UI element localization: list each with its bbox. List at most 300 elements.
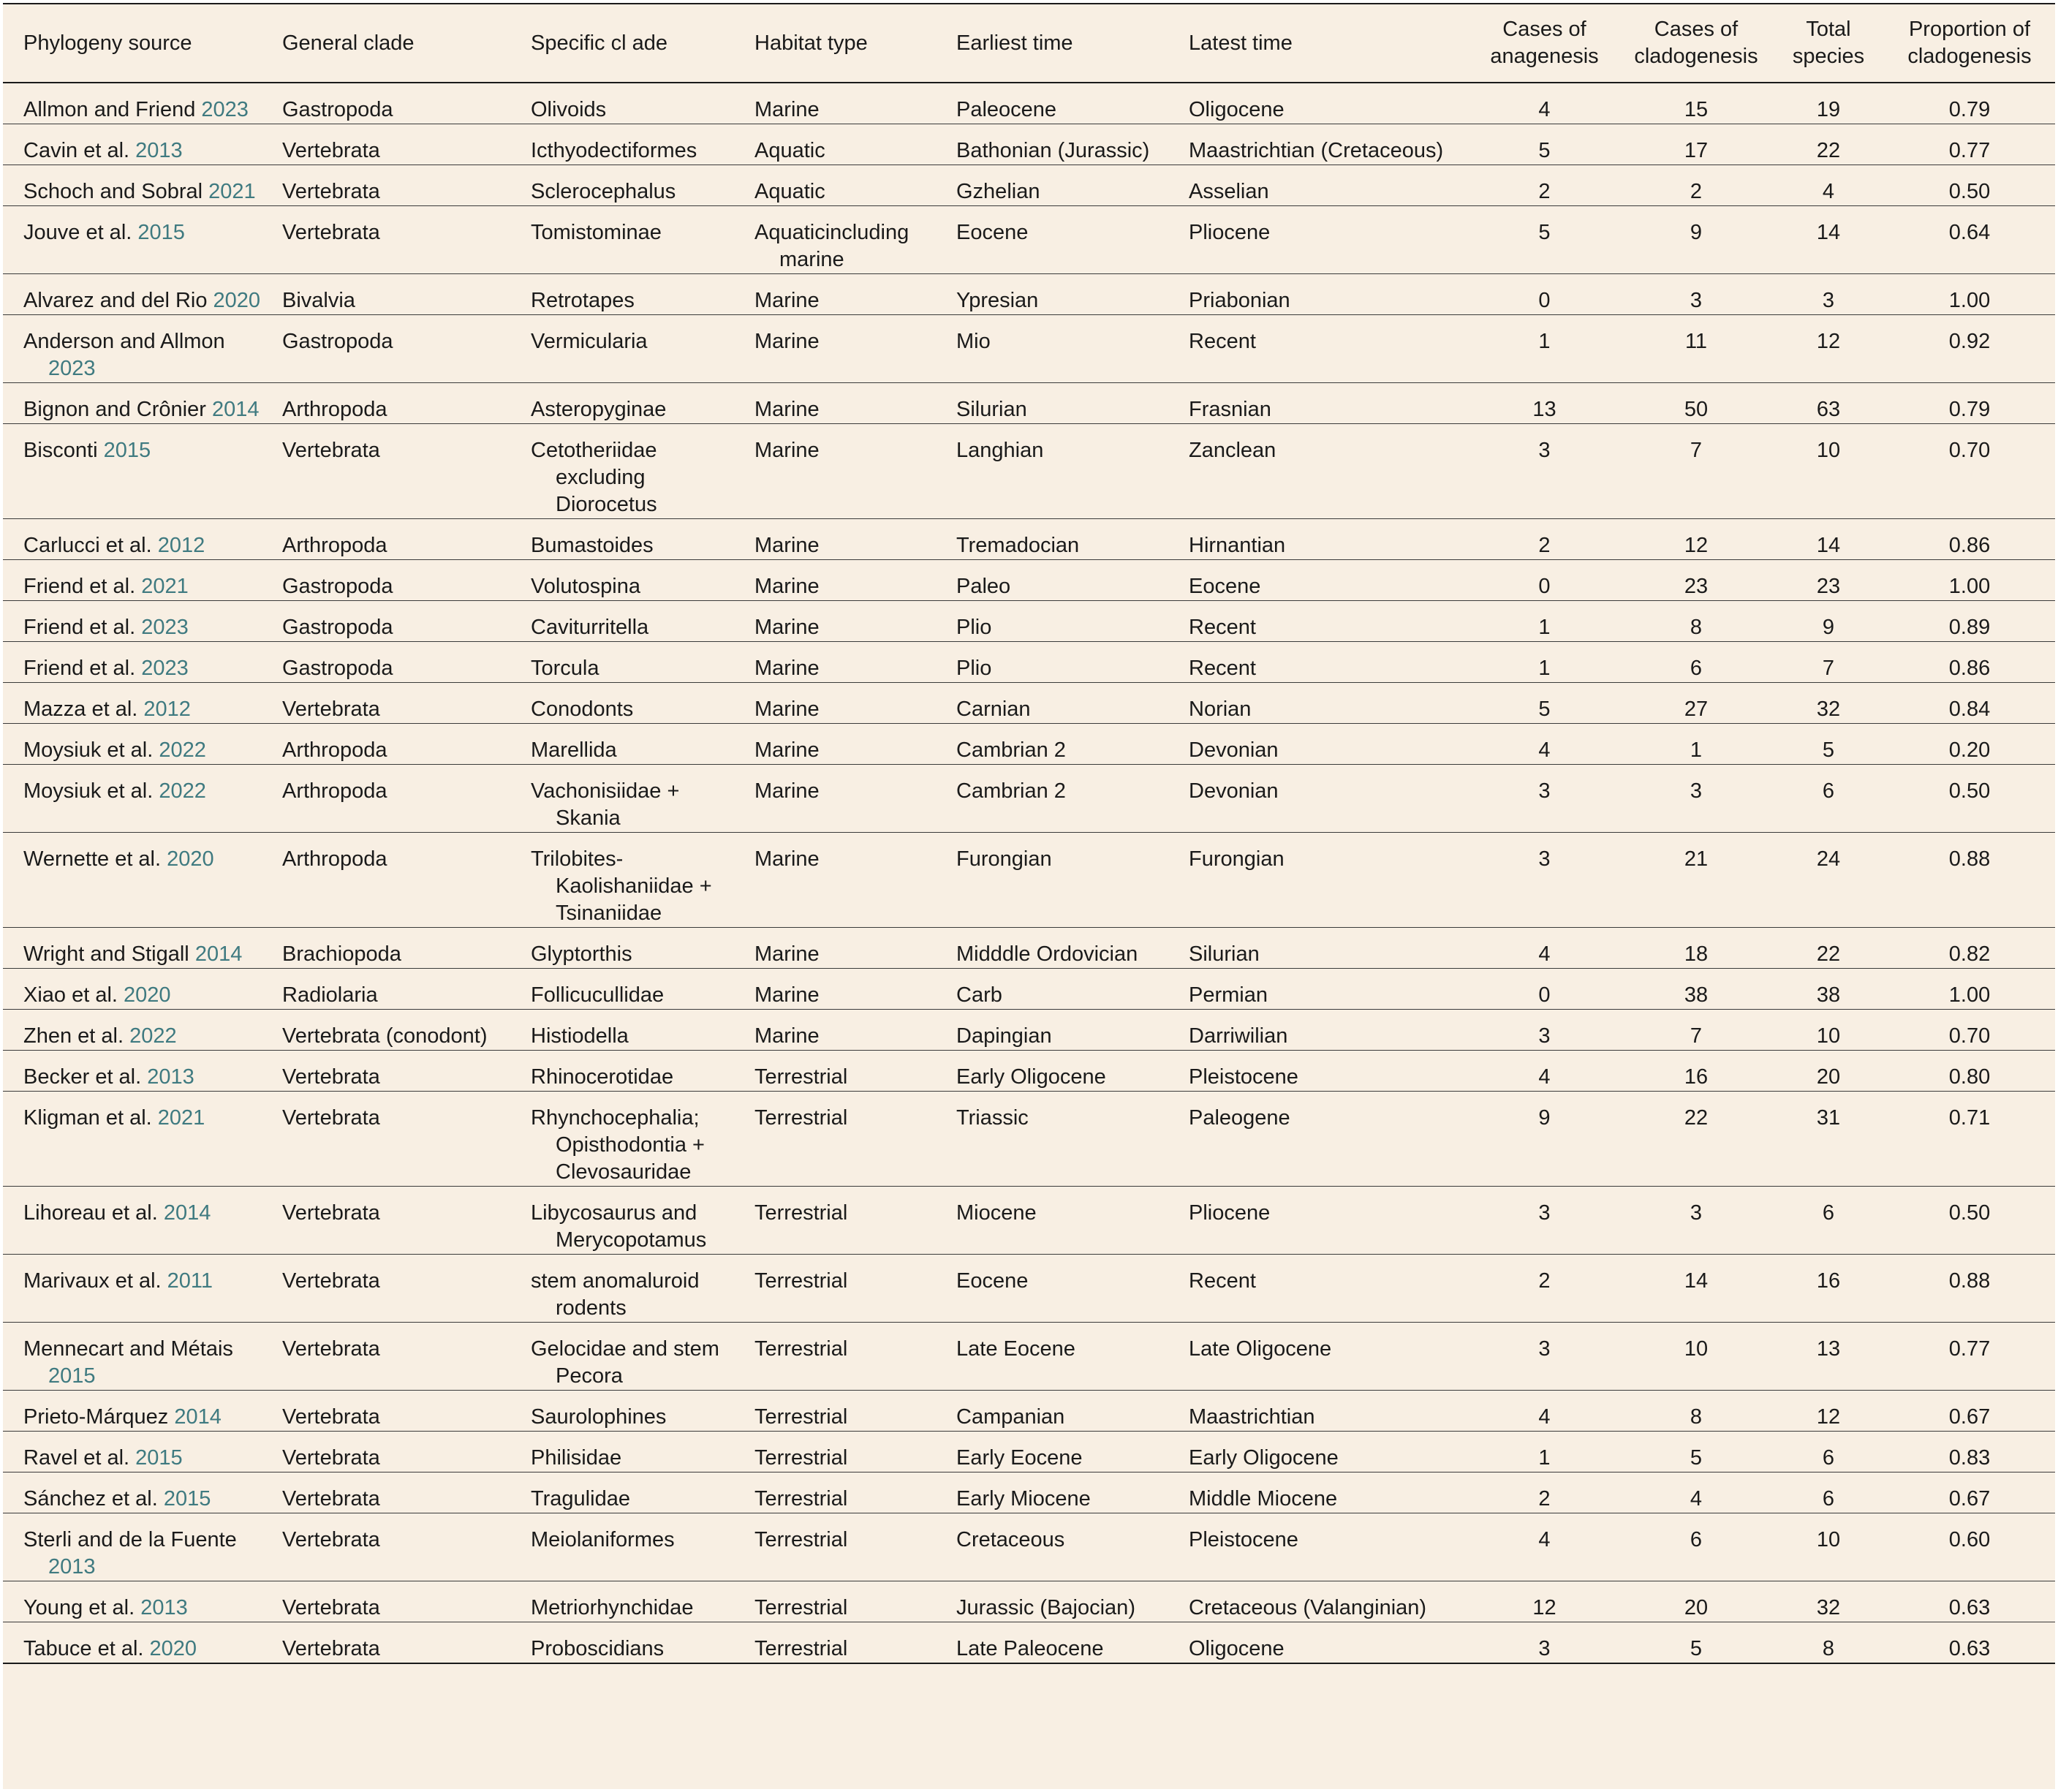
- header-cell: Cases of cladogenesis: [1619, 4, 1773, 83]
- total-species-cell: 22: [1773, 928, 1884, 969]
- habitat-type-cell-text: Marine: [754, 98, 820, 121]
- table-row: [3, 1092, 2055, 1187]
- source-citation: [23, 1445, 276, 1472]
- earliest-time-cell: Jurassic (Bajocian): [956, 1581, 1189, 1622]
- cladogenesis-cell: 11: [1619, 315, 1773, 383]
- phylogeny-source-cell: [3, 724, 282, 765]
- anagenesis-cell: 0: [1469, 560, 1619, 601]
- habitat-type-cell-text: Marine: [754, 289, 820, 312]
- source-authors: Sterli and de la Fuente: [23, 1528, 237, 1551]
- phylogeny-source-cell: [3, 83, 282, 124]
- source-authors: Tabuce et al.: [23, 1637, 144, 1660]
- proportion-cell: 0.63: [1884, 1622, 2055, 1664]
- phylogeny-source-cell: [3, 1051, 282, 1092]
- source-authors: Carlucci et al.: [23, 534, 152, 557]
- anagenesis-cell: 0: [1469, 274, 1619, 315]
- anagenesis-cell: 3: [1469, 424, 1619, 519]
- total-species-cell: 20: [1773, 1051, 1884, 1092]
- earliest-time-cell: Midddle Ordovician: [956, 928, 1189, 969]
- source-year-link[interactable]: 2014: [163, 1201, 211, 1225]
- specific-clade-cell-text: Retrotapes: [531, 289, 635, 312]
- anagenesis-cell: 3: [1469, 1010, 1619, 1051]
- phylogeny-source-cell: [3, 1432, 282, 1472]
- source-year-link[interactable]: 2011: [167, 1269, 213, 1293]
- earliest-time-cell: Furongian: [956, 833, 1189, 928]
- proportion-cell: 0.80: [1884, 1051, 2055, 1092]
- table-row: [3, 124, 2055, 165]
- anagenesis-cell: 5: [1469, 683, 1619, 724]
- header-cell: Total species: [1773, 4, 1884, 83]
- earliest-time-cell: Langhian: [956, 424, 1189, 519]
- anagenesis-cell: 1: [1469, 642, 1619, 683]
- specific-clade-cell: [531, 1513, 754, 1581]
- cladogenesis-cell: 20: [1619, 1581, 1773, 1622]
- header-cell: Specific cl ade: [531, 4, 754, 83]
- latest-time-cell: Late Oligocene: [1189, 1323, 1469, 1391]
- habitat-type-cell: [754, 1513, 956, 1581]
- source-year-link[interactable]: 2023: [48, 357, 96, 380]
- phylogeny-source-cell: [3, 601, 282, 642]
- total-species-cell: 16: [1773, 1255, 1884, 1323]
- proportion-cell: 1.00: [1884, 560, 2055, 601]
- phylogeny-source-cell: [3, 1391, 282, 1432]
- table-row: [3, 1513, 2055, 1581]
- anagenesis-cell: 4: [1469, 1513, 1619, 1581]
- header-cell: Cases of anagenesis: [1469, 4, 1619, 83]
- habitat-type-cell: [754, 1391, 956, 1432]
- latest-time-cell: Maastrichtian (Cretaceous): [1189, 124, 1469, 165]
- table-row: [3, 1010, 2055, 1051]
- source-year-link[interactable]: 2012: [157, 534, 205, 557]
- cladogenesis-cell: 8: [1619, 601, 1773, 642]
- source-year-link[interactable]: 2022: [159, 779, 206, 803]
- proportion-cell: 0.67: [1884, 1391, 2055, 1432]
- source-citation: [23, 1064, 276, 1091]
- specific-clade-cell-text: Cetotheriidae excluding Diorocetus: [531, 439, 657, 516]
- source-year-link[interactable]: 2023: [201, 98, 249, 121]
- habitat-type-cell-text: Terrestrial: [754, 1201, 848, 1225]
- proportion-cell: 0.88: [1884, 1255, 2055, 1323]
- proportion-cell: 0.77: [1884, 1323, 2055, 1391]
- table-row: [3, 1255, 2055, 1323]
- source-citation: [23, 1636, 276, 1663]
- phylogeny-source-cell: [3, 1581, 282, 1622]
- table-row: [3, 165, 2055, 206]
- specific-clade-cell: [531, 601, 754, 642]
- source-citation: [23, 655, 276, 682]
- general-clade-cell: Gastropoda: [282, 601, 531, 642]
- source-citation: [23, 1023, 276, 1050]
- source-year-link[interactable]: 2013: [135, 139, 183, 162]
- phylogeny-source-cell: [3, 274, 282, 315]
- source-year-link[interactable]: 2014: [174, 1405, 222, 1429]
- total-species-cell: 4: [1773, 165, 1884, 206]
- source-year-link[interactable]: 2013: [140, 1596, 188, 1619]
- source-year-link[interactable]: 2022: [129, 1024, 177, 1048]
- table-row: [3, 1581, 2055, 1622]
- phylogeny-source-cell: [3, 642, 282, 683]
- source-year-link[interactable]: 2015: [103, 439, 151, 462]
- cladogenesis-cell: 27: [1619, 683, 1773, 724]
- total-species-cell: 19: [1773, 83, 1884, 124]
- specific-clade-cell: [531, 1622, 754, 1664]
- habitat-type-cell: [754, 1472, 956, 1513]
- source-authors: Ravel et al.: [23, 1446, 130, 1470]
- source-citation: [23, 1336, 276, 1390]
- specific-clade-cell-text: Rhynchocephalia; Opisthodontia + Clevosauridae: [531, 1106, 705, 1184]
- cladogenesis-cell: 8: [1619, 1391, 1773, 1432]
- general-clade-cell: Vertebrata: [282, 683, 531, 724]
- cladogenesis-cell: 14: [1619, 1255, 1773, 1323]
- general-clade-cell: Vertebrata (conodont): [282, 1010, 531, 1051]
- general-clade-cell: Arthropoda: [282, 383, 531, 424]
- proportion-cell: 0.92: [1884, 315, 2055, 383]
- earliest-time-cell: Dapingian: [956, 1010, 1189, 1051]
- habitat-type-cell: [754, 642, 956, 683]
- proportion-cell: 0.70: [1884, 424, 2055, 519]
- specific-clade-cell: [531, 1010, 754, 1051]
- latest-time-cell: Recent: [1189, 642, 1469, 683]
- latest-time-cell: Darriwilian: [1189, 1010, 1469, 1051]
- anagenesis-cell: 5: [1469, 124, 1619, 165]
- habitat-type-cell-text: Terrestrial: [754, 1269, 848, 1293]
- table-body: [3, 83, 2055, 1663]
- specific-clade-cell-text: Libycosaurus and Merycopotamus: [531, 1201, 707, 1252]
- specific-clade-cell: [531, 424, 754, 519]
- table-row: [3, 1432, 2055, 1472]
- specific-clade-cell-text: Meiolaniformes: [531, 1528, 675, 1551]
- source-year-link[interactable]: 2020: [167, 847, 214, 871]
- total-species-cell: 6: [1773, 1187, 1884, 1255]
- cladogenesis-cell: 12: [1619, 519, 1773, 560]
- latest-time-cell: Maastrichtian: [1189, 1391, 1469, 1432]
- source-authors: Friend et al.: [23, 657, 136, 680]
- anagenesis-cell: 3: [1469, 1187, 1619, 1255]
- source-year-link[interactable]: 2015: [135, 1446, 183, 1470]
- source-authors: Bisconti: [23, 439, 98, 462]
- habitat-type-cell: [754, 1187, 956, 1255]
- earliest-time-cell: Plio: [956, 601, 1189, 642]
- anagenesis-cell: 5: [1469, 206, 1619, 274]
- habitat-type-cell: [754, 165, 956, 206]
- anagenesis-cell: 2: [1469, 1255, 1619, 1323]
- source-authors: Moysiuk et al.: [23, 738, 154, 762]
- latest-time-cell: Furongian: [1189, 833, 1469, 928]
- total-species-cell: 6: [1773, 765, 1884, 833]
- total-species-cell: 31: [1773, 1092, 1884, 1187]
- habitat-type-cell-text: Aquatic: [754, 180, 825, 203]
- phylogeny-table: [3, 3, 2055, 1664]
- source-citation: [23, 219, 276, 246]
- source-citation: [23, 696, 276, 723]
- phylogeny-source-cell: [3, 206, 282, 274]
- proportion-cell: 0.79: [1884, 383, 2055, 424]
- header-cell: Latest time: [1189, 4, 1469, 83]
- source-year-link[interactable]: 2021: [141, 575, 189, 598]
- general-clade-cell: Vertebrata: [282, 1513, 531, 1581]
- cladogenesis-cell: 3: [1619, 1187, 1773, 1255]
- latest-time-cell: Permian: [1189, 969, 1469, 1010]
- source-authors: Kligman et al.: [23, 1106, 152, 1130]
- source-authors: Sánchez et al.: [23, 1487, 158, 1511]
- source-authors: Mennecart and Métais: [23, 1337, 233, 1361]
- source-year-link[interactable]: 2014: [211, 398, 260, 421]
- source-authors: Mazza et al.: [23, 697, 138, 721]
- table-row: [3, 424, 2055, 519]
- anagenesis-cell: 3: [1469, 1323, 1619, 1391]
- table-row: [3, 1472, 2055, 1513]
- latest-time-cell: Zanclean: [1189, 424, 1469, 519]
- source-authors: Prieto-Márquez: [23, 1405, 169, 1429]
- phylogeny-source-cell: [3, 1622, 282, 1664]
- habitat-type-cell-text: Terrestrial: [754, 1405, 848, 1429]
- cladogenesis-cell: 6: [1619, 642, 1773, 683]
- general-clade-cell: Vertebrata: [282, 1472, 531, 1513]
- source-authors: Bignon and Crônier: [23, 398, 206, 421]
- habitat-type-cell-text: Marine: [754, 847, 820, 871]
- source-authors: Cavin et al.: [23, 139, 130, 162]
- latest-time-cell: Recent: [1189, 1255, 1469, 1323]
- latest-time-cell: Early Oligocene: [1189, 1432, 1469, 1472]
- cladogenesis-cell: 9: [1619, 206, 1773, 274]
- total-species-cell: 14: [1773, 519, 1884, 560]
- habitat-type-cell-text: Marine: [754, 779, 820, 803]
- specific-clade-cell: [531, 683, 754, 724]
- latest-time-cell: Paleogene: [1189, 1092, 1469, 1187]
- habitat-type-cell: [754, 124, 956, 165]
- source-year-link[interactable]: 2013: [48, 1555, 96, 1579]
- proportion-cell: 1.00: [1884, 969, 2055, 1010]
- latest-time-cell: Oligocene: [1189, 1622, 1469, 1664]
- specific-clade-cell: [531, 1051, 754, 1092]
- habitat-type-cell: [754, 928, 956, 969]
- specific-clade-cell-text: Gelocidae and stem Pecora: [531, 1337, 719, 1388]
- header-row: [3, 4, 2055, 83]
- habitat-type-cell-text: Terrestrial: [754, 1337, 848, 1361]
- source-authors: Alvarez and del Rio: [23, 289, 208, 312]
- source-year-link[interactable]: 2023: [141, 616, 189, 639]
- habitat-type-cell: [754, 765, 956, 833]
- earliest-time-cell: Gzhelian: [956, 165, 1189, 206]
- source-citation: [23, 1486, 276, 1513]
- specific-clade-cell-text: Icthyodectiformes: [531, 139, 697, 162]
- source-year-link[interactable]: 2020: [149, 1637, 197, 1660]
- total-species-cell: 22: [1773, 124, 1884, 165]
- phylogeny-source-cell: [3, 560, 282, 601]
- general-clade-cell: Bivalvia: [282, 274, 531, 315]
- specific-clade-cell: [531, 206, 754, 274]
- general-clade-cell: Vertebrata: [282, 1092, 531, 1187]
- specific-clade-cell-text: Tragulidae: [531, 1487, 630, 1511]
- source-citation: [23, 1105, 276, 1132]
- cladogenesis-cell: 23: [1619, 560, 1773, 601]
- cladogenesis-cell: 4: [1619, 1472, 1773, 1513]
- anagenesis-cell: 4: [1469, 1391, 1619, 1432]
- cladogenesis-cell: 10: [1619, 1323, 1773, 1391]
- cladogenesis-cell: 3: [1619, 765, 1773, 833]
- cladogenesis-cell: 5: [1619, 1432, 1773, 1472]
- habitat-type-cell: [754, 83, 956, 124]
- phylogeny-source-cell: [3, 1092, 282, 1187]
- general-clade-cell: Vertebrata: [282, 424, 531, 519]
- habitat-type-cell-text: Marine: [754, 575, 820, 598]
- habitat-type-cell: [754, 1622, 956, 1664]
- proportion-cell: 0.64: [1884, 206, 2055, 274]
- total-species-cell: 24: [1773, 833, 1884, 928]
- source-year-link[interactable]: 2021: [157, 1106, 205, 1130]
- anagenesis-cell: 2: [1469, 519, 1619, 560]
- habitat-type-cell: [754, 724, 956, 765]
- earliest-time-cell: Paleo: [956, 560, 1189, 601]
- habitat-type-cell-text: Terrestrial: [754, 1106, 848, 1130]
- specific-clade-cell: [531, 642, 754, 683]
- general-clade-cell: Vertebrata: [282, 1391, 531, 1432]
- anagenesis-cell: 2: [1469, 1472, 1619, 1513]
- source-citation: [23, 1527, 276, 1581]
- phylogeny-source-cell: [3, 383, 282, 424]
- latest-time-cell: Silurian: [1189, 928, 1469, 969]
- total-species-cell: 8: [1773, 1622, 1884, 1664]
- cladogenesis-cell: 6: [1619, 1513, 1773, 1581]
- source-citation: [23, 328, 276, 382]
- proportion-cell: 0.70: [1884, 1010, 2055, 1051]
- habitat-type-cell-text: Marine: [754, 1024, 820, 1048]
- latest-time-cell: Eocene: [1189, 560, 1469, 601]
- source-authors: Lihoreau et al.: [23, 1201, 158, 1225]
- general-clade-cell: Vertebrata: [282, 1581, 531, 1622]
- cladogenesis-cell: 5: [1619, 1622, 1773, 1664]
- general-clade-cell: Gastropoda: [282, 83, 531, 124]
- proportion-cell: 0.71: [1884, 1092, 2055, 1187]
- habitat-type-cell: [754, 206, 956, 274]
- general-clade-cell: Vertebrata: [282, 165, 531, 206]
- table-row: [3, 1323, 2055, 1391]
- specific-clade-cell: [531, 519, 754, 560]
- phylogeny-source-cell: [3, 315, 282, 383]
- table-row: [3, 601, 2055, 642]
- general-clade-cell: Arthropoda: [282, 833, 531, 928]
- source-citation: [23, 1404, 276, 1431]
- specific-clade-cell-text: Marellida: [531, 738, 617, 762]
- specific-clade-cell-text: Philisidae: [531, 1446, 622, 1470]
- total-species-cell: 7: [1773, 642, 1884, 683]
- specific-clade-cell-text: Sclerocephalus: [531, 180, 676, 203]
- habitat-type-cell-text: Marine: [754, 330, 820, 353]
- source-citation: [23, 137, 276, 165]
- source-year-link[interactable]: 2015: [48, 1364, 96, 1388]
- phylogeny-source-cell: [3, 1472, 282, 1513]
- phylogeny-source-cell: [3, 1255, 282, 1323]
- proportion-cell: 0.20: [1884, 724, 2055, 765]
- anagenesis-cell: 0: [1469, 969, 1619, 1010]
- phylogeny-source-cell: [3, 1323, 282, 1391]
- source-year-link[interactable]: 2015: [137, 221, 185, 244]
- anagenesis-cell: 2: [1469, 165, 1619, 206]
- specific-clade-cell: [531, 383, 754, 424]
- total-species-cell: 14: [1773, 206, 1884, 274]
- total-species-cell: 10: [1773, 424, 1884, 519]
- habitat-type-cell-text: Marine: [754, 534, 820, 557]
- general-clade-cell: Vertebrata: [282, 206, 531, 274]
- source-year-link[interactable]: 2014: [194, 942, 243, 966]
- source-year-link[interactable]: 2015: [163, 1487, 211, 1511]
- proportion-cell: 0.50: [1884, 765, 2055, 833]
- source-year-link[interactable]: 2020: [124, 983, 171, 1007]
- proportion-cell: 0.79: [1884, 83, 2055, 124]
- header-cell: General clade: [282, 4, 531, 83]
- cladogenesis-cell: 50: [1619, 383, 1773, 424]
- habitat-type-cell: [754, 383, 956, 424]
- source-year-link[interactable]: 2012: [143, 697, 191, 721]
- specific-clade-cell-text: Vachonisiidae + Skania: [531, 779, 680, 830]
- proportion-cell: 0.77: [1884, 124, 2055, 165]
- cladogenesis-cell: 22: [1619, 1092, 1773, 1187]
- proportion-cell: 1.00: [1884, 274, 2055, 315]
- earliest-time-cell: Mio: [956, 315, 1189, 383]
- habitat-type-cell: [754, 1051, 956, 1092]
- source-year-link[interactable]: 2020: [213, 289, 261, 312]
- source-year-link[interactable]: 2022: [159, 738, 206, 762]
- cladogenesis-cell: 18: [1619, 928, 1773, 969]
- source-year-link[interactable]: 2013: [147, 1065, 194, 1089]
- general-clade-cell: Gastropoda: [282, 315, 531, 383]
- phylogeny-source-cell: [3, 519, 282, 560]
- specific-clade-cell-text: Vermicularia: [531, 330, 648, 353]
- source-citation: [23, 532, 276, 559]
- source-year-link[interactable]: 2023: [141, 657, 189, 680]
- source-authors: Young et al.: [23, 1596, 135, 1619]
- specific-clade-cell-text: Asteropyginae: [531, 398, 667, 421]
- specific-clade-cell: [531, 928, 754, 969]
- specific-clade-cell: [531, 1581, 754, 1622]
- general-clade-cell: Vertebrata: [282, 1622, 531, 1664]
- habitat-type-cell-text: Terrestrial: [754, 1446, 848, 1470]
- proportion-cell: 0.67: [1884, 1472, 2055, 1513]
- table-row: [3, 833, 2055, 928]
- cladogenesis-cell: 2: [1619, 165, 1773, 206]
- total-species-cell: 5: [1773, 724, 1884, 765]
- earliest-time-cell: Carnian: [956, 683, 1189, 724]
- latest-time-cell: Priabonian: [1189, 274, 1469, 315]
- habitat-type-cell-text: Marine: [754, 398, 820, 421]
- earliest-time-cell: Late Eocene: [956, 1323, 1189, 1391]
- habitat-type-cell-text: Terrestrial: [754, 1487, 848, 1511]
- general-clade-cell: Vertebrata: [282, 1255, 531, 1323]
- cladogenesis-cell: 21: [1619, 833, 1773, 928]
- phylogeny-source-cell: [3, 1513, 282, 1581]
- latest-time-cell: Frasnian: [1189, 383, 1469, 424]
- table-row: [3, 1187, 2055, 1255]
- habitat-type-cell-text: Marine: [754, 942, 820, 966]
- cladogenesis-cell: 7: [1619, 424, 1773, 519]
- habitat-type-cell-text: Terrestrial: [754, 1528, 848, 1551]
- table-row: [3, 724, 2055, 765]
- source-authors: Jouve et al.: [23, 221, 132, 244]
- general-clade-cell: Arthropoda: [282, 519, 531, 560]
- source-year-link[interactable]: 2021: [208, 180, 256, 203]
- table-row: [3, 928, 2055, 969]
- table-row: [3, 519, 2055, 560]
- latest-time-cell: Asselian: [1189, 165, 1469, 206]
- anagenesis-cell: 9: [1469, 1092, 1619, 1187]
- proportion-cell: 0.60: [1884, 1513, 2055, 1581]
- specific-clade-cell: [531, 1472, 754, 1513]
- habitat-type-cell: [754, 1010, 956, 1051]
- earliest-time-cell: Cambrian 2: [956, 724, 1189, 765]
- habitat-type-cell-text: Marine: [754, 697, 820, 721]
- anagenesis-cell: 3: [1469, 765, 1619, 833]
- latest-time-cell: Middle Miocene: [1189, 1472, 1469, 1513]
